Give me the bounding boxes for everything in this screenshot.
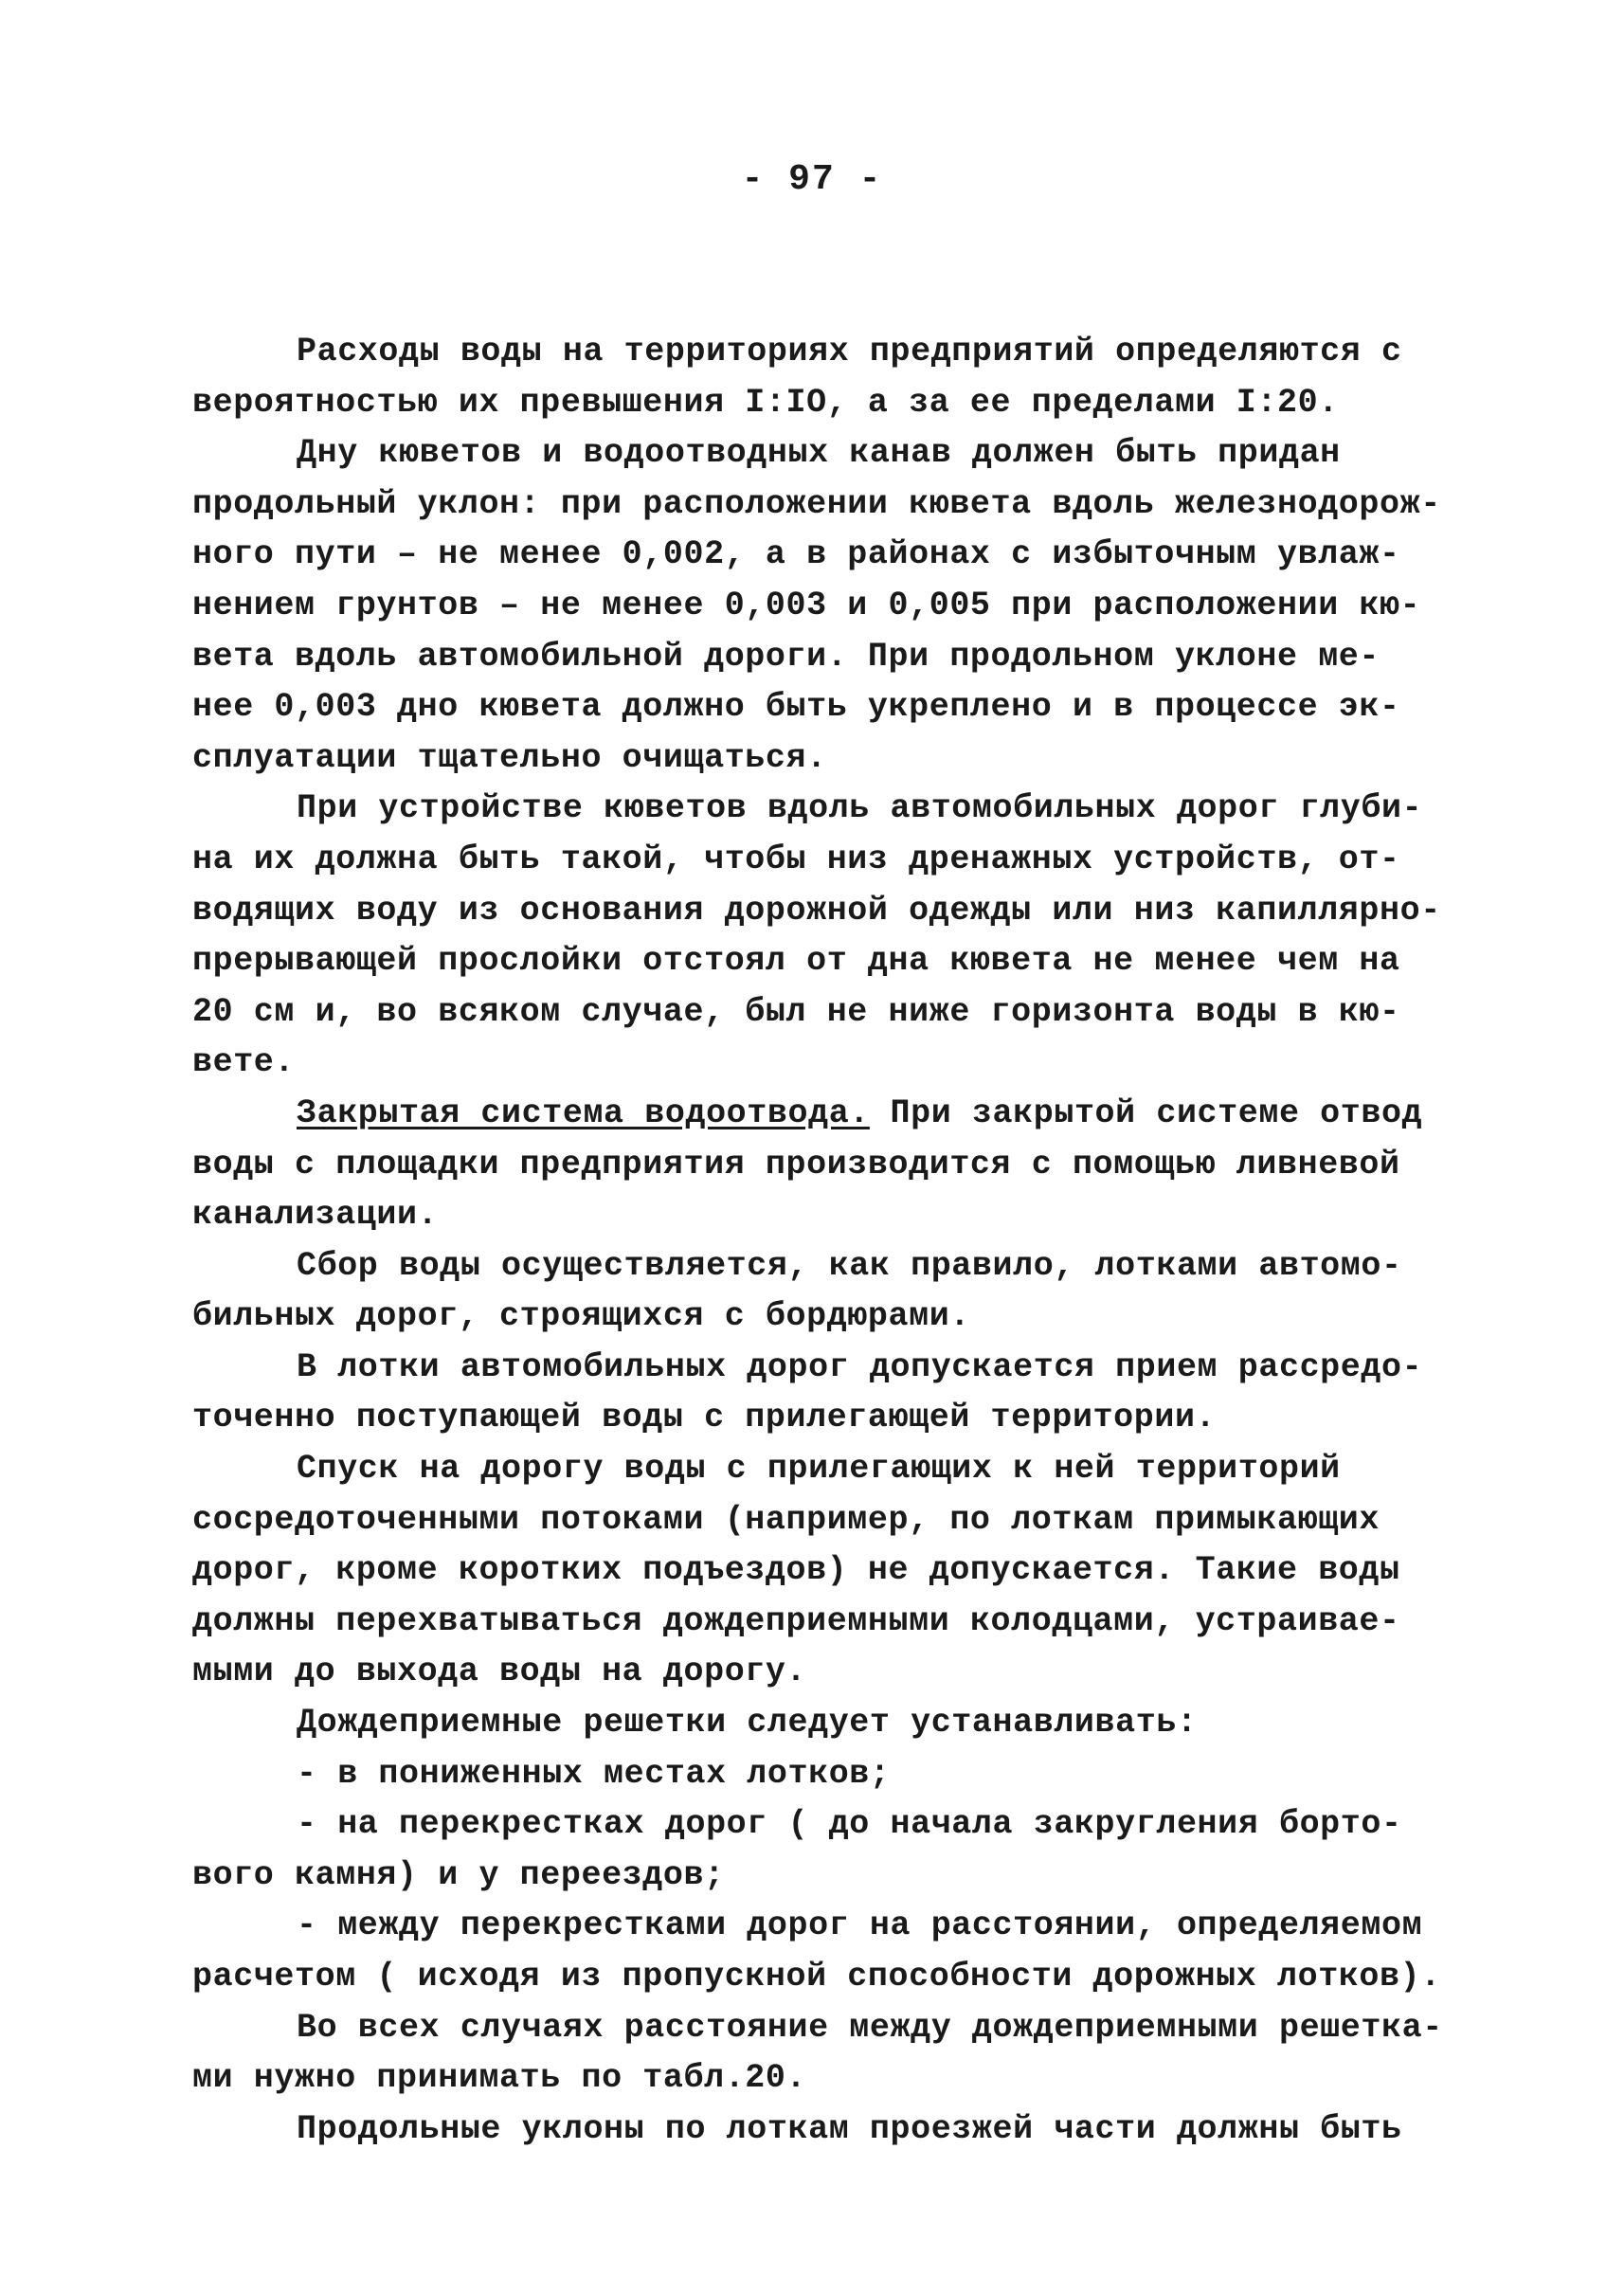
paragraph [192,1343,1462,1444]
paragraph [192,2104,1462,2156]
text-line [192,1952,1462,2003]
text-line [192,987,1462,1039]
line-text: водящих воду из основания дорожной одежды или низ капиллярно- [192,891,1441,930]
line-text: нением грунтов – не менее 0,003 и 0,005 при расположении кю- [192,586,1421,624]
text-line [192,428,1462,479]
line-text: Дну кюветов и водоотводных канав должен быть придан [297,434,1341,473]
line-text: сплуатации тщательно очищаться. [192,738,827,777]
line-text: ного пути – не менее 0,002, а в районах с избыточным увлаж- [192,535,1400,574]
line-text: мыми до выхода воды на дорогу. [192,1653,807,1691]
text-line [192,327,1462,378]
line-text: продольный уклон: при расположении кювета вдоль железнодорож- [192,484,1441,523]
text-line [192,682,1462,733]
line-text: При устройстве кюветов вдоль автомобильных дорог глуби- [297,789,1423,828]
paragraph [192,1901,1462,2002]
line-text: канализации. [192,1196,439,1235]
line-text: на их должна быть такой, чтобы низ дренажных устройств, от- [192,840,1400,878]
text-line [192,1190,1462,1241]
line-text: Расходы воды на территориях предприятий определяются с [297,333,1402,370]
line-text: Продольные уклоны по лоткам проезжей части должны быть [297,2109,1402,2148]
text-line [192,530,1462,581]
section-heading: Закрытая система водоотвода. [297,1093,870,1132]
line-text: расчетом ( исходя из пропускной способности дорожных лотков). [192,1958,1441,1996]
text-line [192,936,1462,987]
text-line [192,886,1462,937]
line-text: Во всех случаях расстояние между дождеприемными решетка- [297,2008,1443,2047]
paragraph [192,428,1462,784]
line-text: 20 см и, во всяком случае, был не ниже горизонта воды в кю- [192,992,1400,1031]
paragraph [192,1089,1462,1241]
paragraph [192,327,1462,428]
line-text: Дождеприемные решетки следует устанавливать: [297,1704,1198,1743]
line-text: вероятностью их превышения I:IO, а за ее пределами I:20. [192,383,1339,422]
paragraph [192,1799,1462,1901]
line-text: дорог, кроме коротких подъездов) не допускается. Такие воды [192,1551,1400,1590]
text-line [192,835,1462,886]
text-line [192,1647,1462,1698]
text-line [192,1393,1462,1444]
line-text: Спуск на дорогу воды с прилегающих к ней территорий [297,1450,1341,1489]
text-line [192,1140,1462,1191]
text-line [192,479,1462,531]
line-text: воды с площадки предприятия производится с помощью ливневой [192,1145,1400,1183]
text-line [192,1597,1462,1648]
line-text: - на перекрестках дорог ( до начала закругления борто- [297,1805,1402,1844]
text-line [192,784,1462,835]
paragraph [192,1749,1462,1800]
text-line [192,1851,1462,1902]
line-text: нее 0,003 дно кювета должно быть укреплено и в процессе эк- [192,688,1400,727]
line-text: ми нужно принимать по табл.20. [192,2059,807,2098]
body-text [192,327,1462,2155]
line-text: точенно поступающей воды с прилегающей территории. [192,1399,1217,1437]
text-line [192,1545,1462,1597]
text-line [192,2104,1462,2156]
page-number: - 97 - [741,159,883,200]
paragraph [192,784,1462,1089]
text-line [192,1444,1462,1495]
text-line [192,2003,1462,2054]
text-line [192,1292,1462,1343]
line-text: вете. [192,1043,296,1082]
text-line [192,1698,1462,1749]
line-text: вого камня) и у переездов; [192,1855,725,1894]
line-text: вета вдоль автомобильной дороги. При продольном уклоне ме- [192,637,1380,676]
line-text: - в пониженных местах лотков; [297,1754,891,1793]
text-line [192,1343,1462,1394]
text-line [192,2053,1462,2104]
text-line [192,1799,1462,1851]
line-text: должны перехватываться дождеприемными колодцами, устраивае- [192,1601,1400,1640]
line-text: При закрытой системе отвод [869,1093,1423,1132]
line-text: прерывающей прослойки отстоял от дна кювета не менее чем на [192,942,1400,981]
paragraph [192,1241,1462,1343]
text-line [192,1241,1462,1292]
text-line [192,733,1462,785]
paragraph [192,2003,1462,2104]
line-text: В лотки автомобильных дорог допускается прием рассредо- [297,1347,1423,1386]
text-line [192,1749,1462,1800]
line-text: бильных дорог, строящихся с бордюрами. [192,1297,970,1336]
text-line [192,632,1462,683]
line-text: - между перекрестками дорог на расстоянии, определяемом [297,1906,1423,1945]
paragraph [192,1444,1462,1698]
text-line [192,1038,1462,1089]
text-line [192,581,1462,632]
line-text: Сбор воды осуществляется, как правило, лотками автомо- [297,1246,1402,1285]
paragraph [192,1698,1462,1749]
text-line [192,1089,1462,1140]
text-line [192,1901,1462,1952]
text-line [192,1495,1462,1546]
line-text: сосредоточенными потоками (например, по лоткам примыкающих [192,1500,1380,1539]
text-line [192,378,1462,429]
